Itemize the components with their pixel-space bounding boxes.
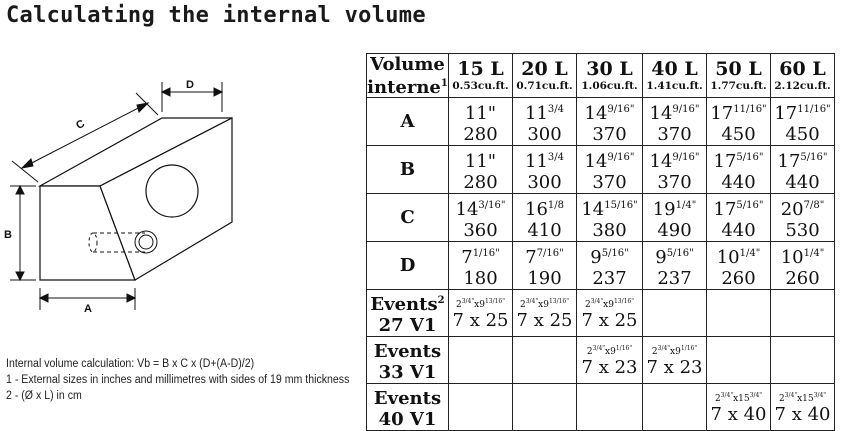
note-2: 2 - (Ø x L) in cm (6, 390, 82, 402)
dimension-mm: 370 (657, 124, 692, 145)
dimension-mm: 237 (657, 268, 692, 289)
label-c: C (74, 117, 87, 133)
port-diam-frac: 3/4" (784, 391, 798, 399)
dimension-mm: 300 (527, 172, 562, 193)
events-port-cell (707, 337, 771, 384)
port-diam-frac: 3/4" (525, 297, 539, 305)
inches-whole: 14 (581, 199, 605, 220)
events-port-cell (771, 290, 835, 337)
dimension-cell (643, 146, 707, 194)
port-diam-whole: 2 (519, 299, 526, 310)
inches-whole: 14 (584, 151, 608, 172)
dimension-mm: 280 (463, 172, 498, 193)
dimension-inches (707, 146, 770, 171)
port-len-frac: 13/16" (484, 297, 506, 305)
events-port-cell (449, 290, 513, 337)
port-diam-whole: 2 (651, 346, 658, 357)
dimension-row-c (367, 194, 835, 242)
inches-fraction: 9/16" (607, 152, 635, 163)
volume-size: 30 L (586, 57, 633, 80)
inches-fraction: 11/16" (797, 104, 831, 115)
volume-cuft: 2.12cu.ft. (774, 79, 831, 92)
inches-whole: 17 (713, 151, 737, 172)
port-len-whole: x15 (733, 393, 750, 404)
events-label-cell (367, 290, 449, 337)
dimension-inches (513, 242, 576, 267)
dimension-mm: 410 (527, 220, 562, 241)
inches-whole: 16 (525, 199, 548, 220)
inches-whole: 10 (780, 247, 804, 268)
dimension-mm: 237 (592, 268, 627, 289)
inches-fraction: 3/4 (547, 152, 564, 163)
dimension-cell (707, 242, 771, 290)
dimension-inches (771, 242, 834, 267)
dimension-cell (643, 98, 707, 146)
volume-column-header (771, 54, 835, 98)
dimension-inches (449, 146, 512, 171)
port-size-inches (577, 296, 642, 311)
dimension-cell (707, 98, 771, 146)
enclosure-diagram (0, 60, 360, 320)
dimension-cell (449, 146, 513, 194)
dimension-inches (643, 146, 706, 171)
port-diam-whole: 2 (714, 393, 721, 404)
dimension-row-d (367, 242, 835, 290)
dimension-mm: 260 (785, 268, 820, 289)
inches-whole: 9 (655, 247, 667, 268)
events-row (367, 384, 835, 431)
port-diam-whole: 2 (455, 299, 462, 310)
events-port-cell (577, 290, 643, 337)
dimension-row-b (367, 146, 835, 194)
events-port-cell (513, 384, 577, 431)
events-label-cell (367, 337, 449, 384)
dimension-mm: 360 (463, 220, 498, 241)
events-model: 33 V1 (378, 362, 437, 383)
inches-whole: 14 (649, 103, 673, 124)
inches-whole: 7 (525, 247, 537, 268)
events-label (367, 337, 448, 362)
dimension-mm: 190 (527, 268, 562, 289)
dimension-mm: 440 (721, 220, 756, 241)
dimension-mm: 380 (592, 220, 627, 241)
port-diam-frac: 3/4" (657, 344, 671, 352)
dimension-mm: 370 (657, 172, 692, 193)
events-row (367, 337, 835, 384)
events-port-cell (771, 337, 835, 384)
port-len-frac: 1/16" (680, 344, 698, 352)
inches-whole: 14 (455, 199, 479, 220)
inches-whole: 9 (590, 247, 602, 268)
events-port-cell (643, 290, 707, 337)
port-diam-whole: 2 (586, 346, 593, 357)
port-size-cm: 7 x 40 (710, 403, 767, 425)
inches-whole: 17 (774, 103, 798, 124)
port-diam-frac: 3/4" (461, 297, 475, 305)
dimension-inches (643, 98, 706, 123)
inches-whole: 11 (525, 103, 548, 124)
inches-whole: 11" (464, 151, 497, 172)
volume-size: 40 L (651, 57, 698, 80)
volume-size: 20 L (521, 57, 568, 80)
volume-header-label: Volume (370, 53, 445, 75)
inches-fraction: 5/16" (736, 152, 764, 163)
port-len-frac: 3/4" (813, 391, 827, 399)
events-name: Events (373, 341, 442, 362)
inches-fraction: 7/8" (803, 200, 825, 211)
port-size-cm: 7 x 25 (516, 309, 573, 331)
inches-whole: 11" (464, 103, 497, 124)
dimension-cell (513, 146, 577, 194)
dimension-cell (643, 194, 707, 242)
port-len-whole: x9 (474, 299, 485, 310)
events-port-cell (643, 337, 707, 384)
dimension-mm: 300 (527, 124, 562, 145)
events-label (367, 384, 448, 409)
volume-column-header (643, 54, 707, 98)
dimension-cell (513, 242, 577, 290)
dimension-inches (577, 146, 642, 171)
inches-whole: 7 (461, 247, 473, 268)
dimension-inches (643, 242, 706, 267)
dimension-inches (643, 194, 706, 219)
port-len-frac: 13/16" (548, 297, 570, 305)
dimension-mm: 260 (721, 268, 756, 289)
port-size-inches (449, 296, 512, 311)
inches-fraction: 15/16" (604, 200, 638, 211)
events-port-cell (771, 384, 835, 431)
spec-table (366, 53, 835, 431)
events-port-cell (513, 337, 577, 384)
inches-fraction: 9/16" (607, 104, 635, 115)
dimension-cell (513, 98, 577, 146)
dimension-mm: 530 (785, 220, 820, 241)
inches-fraction: 5/16" (736, 200, 764, 211)
inches-fraction: 3/4 (547, 104, 564, 115)
dimension-cell (577, 242, 643, 290)
events-port-cell (513, 290, 577, 337)
dimension-inches (577, 242, 642, 267)
dimension-mm: 370 (592, 124, 627, 145)
events-port-cell (449, 337, 513, 384)
dimension-inches (577, 194, 642, 219)
volume-cuft: 1.77cu.ft. (710, 79, 767, 92)
port-len-whole: x9 (603, 299, 614, 310)
label-d: D (186, 79, 194, 91)
dimension-inches (771, 194, 834, 219)
port-len-whole: x9 (605, 346, 616, 357)
port-diam-whole: 2 (584, 299, 591, 310)
inches-whole: 14 (584, 103, 608, 124)
events-port-cell (449, 384, 513, 431)
dimension-cell (771, 146, 835, 194)
inches-fraction: 1/4" (675, 200, 697, 211)
volume-cuft: 0.71cu.ft. (516, 79, 573, 92)
events-footnote: 2 (437, 295, 445, 306)
dimension-cell (643, 242, 707, 290)
inches-fraction: 1/16" (472, 248, 500, 259)
dimension-label: A (367, 98, 449, 146)
page-title: Calculating the internal volume (6, 3, 426, 28)
volume-column-header (707, 54, 771, 98)
inches-fraction: 1/4" (739, 248, 761, 259)
inches-fraction: 1/4" (803, 248, 825, 259)
events-row (367, 290, 835, 337)
events-model: 27 V1 (378, 315, 437, 336)
events-port-cell (643, 384, 707, 431)
dimension-mm: 450 (785, 124, 820, 145)
volume-size: 15 L (457, 57, 504, 80)
inches-whole: 17 (713, 199, 737, 220)
dimension-label: C (367, 194, 449, 242)
note-1: 1 - External sizes in inches and millimetres with sides of 19 mm thickness (6, 374, 350, 386)
dimension-mm: 490 (657, 220, 692, 241)
volume-cuft: 1.06cu.ft. (581, 79, 638, 92)
events-port-cell (577, 337, 643, 384)
events-port-cell (577, 384, 643, 431)
volume-header-cell (367, 54, 449, 98)
dimension-inches (449, 98, 512, 123)
dimension-inches (513, 194, 576, 219)
events-name: Events (373, 388, 442, 409)
dimension-cell (577, 194, 643, 242)
events-name: Events (370, 294, 438, 315)
woofer-cutout (146, 165, 198, 217)
inches-fraction: 1/8 (547, 200, 564, 211)
dimension-inches (449, 194, 512, 219)
dimension-mm: 450 (721, 124, 756, 145)
dimension-cell (449, 98, 513, 146)
dimension-inches (577, 98, 642, 123)
dimension-cell (771, 98, 835, 146)
volume-size: 50 L (715, 57, 762, 80)
inches-fraction: 9/16" (672, 152, 700, 163)
dimension-cell (577, 146, 643, 194)
inches-whole: 17 (777, 151, 801, 172)
port-size-cm: 7 x 23 (646, 356, 703, 378)
events-label (367, 290, 448, 315)
inches-whole: 19 (652, 199, 676, 220)
volume-cuft: 0.53cu.ft. (452, 79, 509, 92)
port-size-cm: 7 x 23 (581, 356, 638, 378)
dimension-cell (771, 242, 835, 290)
dimension-mm: 440 (785, 172, 820, 193)
port-diam-whole: 2 (778, 393, 785, 404)
inches-fraction: 5/16" (800, 152, 828, 163)
port-size-cm: 7 x 40 (774, 403, 831, 425)
inches-whole: 20 (780, 199, 804, 220)
dimension-mm: 280 (463, 124, 498, 145)
dimension-label: D (367, 242, 449, 290)
dimension-inches (707, 194, 770, 219)
port-diam-frac: 3/4" (590, 297, 604, 305)
volume-size: 60 L (779, 57, 826, 80)
port-size-cm: 7 x 25 (452, 309, 509, 331)
port-size-inches (771, 390, 834, 405)
dimension-inches (513, 98, 576, 123)
dimension-inches (771, 98, 834, 123)
dimension-label: B (367, 146, 449, 194)
dimension-cell (771, 194, 835, 242)
dimension-cell (449, 242, 513, 290)
port-size-inches (513, 296, 576, 311)
dimension-inches (707, 98, 770, 123)
inches-whole: 11 (525, 151, 548, 172)
dimension-cell (707, 194, 771, 242)
dimension-row-a (367, 98, 835, 146)
dimension-inches (707, 242, 770, 267)
port-len-whole: x15 (797, 393, 814, 404)
volume-formula: Internal volume calculation: Vb = B x C x (D+(A-D)/2) (6, 358, 255, 370)
label-a: A (84, 303, 92, 315)
inches-fraction: 7/16" (536, 248, 564, 259)
inches-whole: 17 (710, 103, 734, 124)
port-diam-frac: 3/4" (720, 391, 734, 399)
inches-fraction: 5/16" (601, 248, 629, 259)
inches-whole: 14 (649, 151, 673, 172)
inches-fraction: 3/16" (478, 200, 506, 211)
volume-column-header (449, 54, 513, 98)
port-len-whole: x9 (538, 299, 549, 310)
port-size-inches (643, 343, 706, 358)
dimension-cell (707, 146, 771, 194)
dimension-inches (513, 146, 576, 171)
dimension-cell (513, 194, 577, 242)
interne-header-label (367, 74, 448, 97)
port-size-inches (707, 390, 770, 405)
inches-fraction: 5/16" (666, 248, 694, 259)
dimension-mm: 440 (721, 172, 756, 193)
dimension-mm: 180 (463, 268, 498, 289)
volume-column-header (577, 54, 643, 98)
inches-fraction: 11/16" (733, 104, 767, 115)
port-diam-frac: 3/4" (592, 344, 606, 352)
port-size-inches (577, 343, 642, 358)
port-len-frac: 1/16" (615, 344, 633, 352)
port-len-frac: 13/16" (613, 297, 635, 305)
events-port-cell (707, 384, 771, 431)
port-size-cm: 7 x 25 (581, 309, 638, 331)
events-label-cell (367, 384, 449, 431)
events-model: 40 V1 (378, 409, 437, 430)
notes (6, 356, 349, 404)
port-len-whole: x9 (670, 346, 681, 357)
dimension-inches (449, 242, 512, 267)
dimension-mm: 370 (592, 172, 627, 193)
dimension-inches (771, 146, 834, 171)
dimension-cell (449, 194, 513, 242)
port-len-frac: 3/4" (749, 391, 763, 399)
volume-column-header (513, 54, 577, 98)
inches-whole: 10 (716, 247, 740, 268)
events-port-cell (707, 290, 771, 337)
dimension-cell (577, 98, 643, 146)
inches-fraction: 9/16" (672, 104, 700, 115)
interne-text: interne (367, 76, 441, 98)
label-b: B (4, 229, 12, 241)
header-row (367, 54, 835, 98)
interne-footnote: 1 (440, 77, 448, 89)
volume-cuft: 1.41cu.ft. (646, 79, 703, 92)
